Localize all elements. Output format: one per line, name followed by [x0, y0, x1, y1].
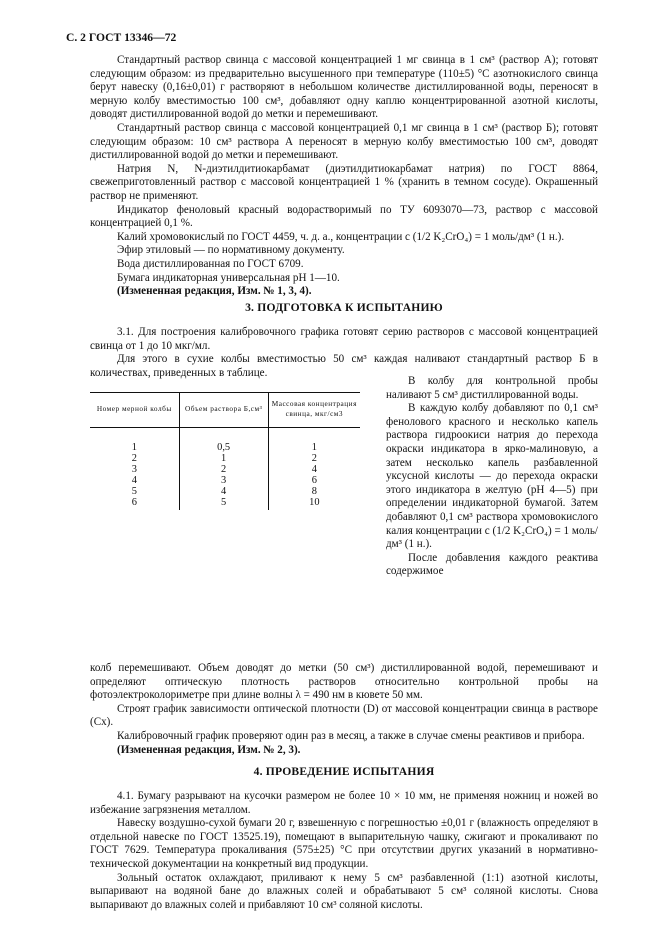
page-header: С. 2 ГОСТ 13346—72: [66, 31, 177, 44]
table-cell: 1: [179, 453, 268, 464]
table-cell: 5: [131, 486, 137, 497]
table-cell: 3: [179, 475, 268, 486]
table-cell: 10: [268, 497, 360, 510]
side-text: [386, 375, 598, 579]
paragraph-phenol-red: Индикатор феноловый красный водорастворимый по ТУ 6093070—73, раствор с массовой концентрацией 0,1 %.: [90, 203, 598, 230]
table-cell: 5: [179, 497, 268, 510]
paragraph-graph: Строят график зависимости оптической плотности (D) от массовой концентрации свинца в растворе (Cx).: [90, 702, 598, 729]
section-3-intro: [90, 326, 598, 380]
paragraph-indicator-paper: Бумага индикаторная универсальная pH 1—10.: [117, 271, 340, 284]
paragraph-4-1: 4.1. Бумагу разрывают на кусочки размером не более 10 × 10 мм, не применяя ножниц и ножей во избежание загрязнения металлом.: [90, 790, 598, 816]
table-header-flask: Номер мерной колбы: [90, 393, 179, 428]
revision-note-1: (Измененная редакция, Изм. № 1, 3, 4).: [117, 285, 312, 298]
paragraph-reagent-addition: В каждую колбу добавляют по 0,1 см³ фенолового красного и несколько капель раствора гидроокиси натрия до перехода окраски индикатора в ярко-малиновую, а затем несколько капель разбавленной уксусной кислоты — до перехода окраски этого индикатора в желтую (pH 4—5) при определении индикаторной бумагой. Затем добавляют 0,1 см³ раствора хромовокислого калия концентрации c (1/2 K₂CrO₄) = 1 моль/дм³ (1 н.).: [386, 402, 598, 551]
paragraph-sample-weight: Навеску воздушно-сухой бумаги 20 г, взвешенную с погрешностью ±0,01 г (влажность определяют в отдельной навеске по ГОСТ 13525.19), помещают в выпарительную чашку, сжигают и прокаливают по ГОСТ 7629. Температура прокаливания (575±25) °С при отсутствии других указаний в нормативно-технической документации на конкретный вид продукции.: [90, 817, 598, 870]
table-cell: 2: [268, 453, 360, 464]
section-3-continued: [90, 662, 598, 757]
table-cell: 1: [268, 428, 360, 454]
table-row: [90, 486, 360, 497]
paragraph-3-1: 3.1. Для построения калибровочного графика готовят серию растворов с массовой концентрацией свинца от 1 до 10 мкг/мл.: [90, 326, 598, 352]
calibration-table: [90, 392, 360, 510]
paragraph-potassium-chromate: Калий хромовокислый по ГОСТ 4459, ч. д. а., концентрации c (1/2 K₂CrO₄) = 1 моль/дм³ (1 н.).: [117, 230, 565, 243]
paragraph-water: Вода дистиллированная по ГОСТ 6709.: [117, 257, 304, 270]
table-cell: 3: [131, 464, 137, 475]
table-header-volume: Объем раствора Б,см³: [179, 393, 268, 428]
paragraph-ash-residue: Зольный остаток охлаждают, приливают к нему 5 см³ разбавленной (1:1) азотной кислоты, выпаривают на водяной бане до влажных солей и обрабатывают 5 см³ соляной кислоты. Снова выпаривают до влажных солей и прибавляют 10 см³ соляной кислоты.: [90, 871, 598, 911]
paragraph-ether: Эфир этиловый — по нормативному документу.: [117, 244, 345, 257]
table-cell: 8: [268, 486, 360, 497]
calibration-table-wrap: [90, 392, 360, 510]
paragraph-3-1-cont: Для этого в сухие колбы вместимостью 50 см³ каждая наливают стандартный раствор Б в количествах, приведенных в таблице.: [90, 353, 598, 379]
table-row: [90, 453, 360, 464]
table-cell: 6: [268, 475, 360, 486]
table-cell: 6: [131, 497, 137, 508]
paragraph-optical-density: колб перемешивают. Объем доводят до метки (50 см³) дистиллированной водой, перемешивают и определяют оптическую плотность растворов относительно контрольной пробы на фотоэлектроколориметре при длине волны λ = 490 нм в кювете 50 мм.: [90, 662, 598, 702]
table-cell: 1: [131, 442, 137, 453]
table-cell: 2: [179, 464, 268, 475]
paragraph-after-reagent: После добавления каждого реактива содержимое: [386, 551, 598, 578]
table-cell: 2: [131, 453, 137, 464]
table-cell: 4: [131, 475, 137, 486]
table-row: [90, 497, 360, 510]
reagents-block: [90, 54, 598, 299]
paragraph-solution-a: Стандартный раствор свинца с массовой концентрацией 1 мг свинца в 1 см³ (раствор А); готовят следующим образом: из предварительно высушенного при температуре (110±5) °С азотнокислого свинца берут навеску (0,16±0,01) г растворяют в небольшом количестве дистиллированной воды, переносят в мерную колбу вместимостью 100 см³, добавляют одну каплю концентрированной азотной кислоты, доводят дистиллированной водой до метки и перемешивают.: [90, 54, 598, 121]
table-header-concentration: Массовая концентрация свинца, мкг/см3: [268, 393, 360, 428]
table-cell: 0,5: [179, 428, 268, 454]
table-row: [90, 428, 360, 454]
table-cell: 4: [179, 486, 268, 497]
paragraph-control-sample: В колбу для контрольной пробы наливают 5 см³ дистиллированной воды.: [386, 375, 598, 401]
table-row: [90, 464, 360, 475]
paragraph-solution-b: Стандартный раствор свинца с массовой концентрацией 0,1 мг свинца в 1 см³ (раствор Б); готовят следующим образом: 10 см³ раствора А переносят в мерную колбу вместимостью 100 см³, доводят дистиллированной водой до метки и перемешивают.: [90, 121, 598, 162]
section-3-title: 3. ПОДГОТОВКА К ИСПЫТАНИЮ: [245, 301, 443, 314]
paragraph-calibration-check: Калибровочный график проверяют один раз в месяц, а также в случае смены реактивов и прибора.: [117, 729, 585, 742]
revision-note-2: (Измененная редакция, Изм. № 2, 3).: [117, 743, 301, 756]
section-4-body: [90, 790, 598, 912]
table-cell: 4: [268, 464, 360, 475]
table-row: [90, 475, 360, 486]
section-4-title: 4. ПРОВЕДЕНИЕ ИСПЫТАНИЯ: [253, 765, 435, 778]
paragraph-diethyldithiocarbamate: Натрия N, N-диэтилдитиокарбамат (диэтилдитиокарбамат натрия) по ГОСТ 8864, свежеприготовленный раствор с массовой концентрацией 1 % (хранить в темном сосуде). Окрашенный раствор не применяют.: [90, 162, 598, 202]
